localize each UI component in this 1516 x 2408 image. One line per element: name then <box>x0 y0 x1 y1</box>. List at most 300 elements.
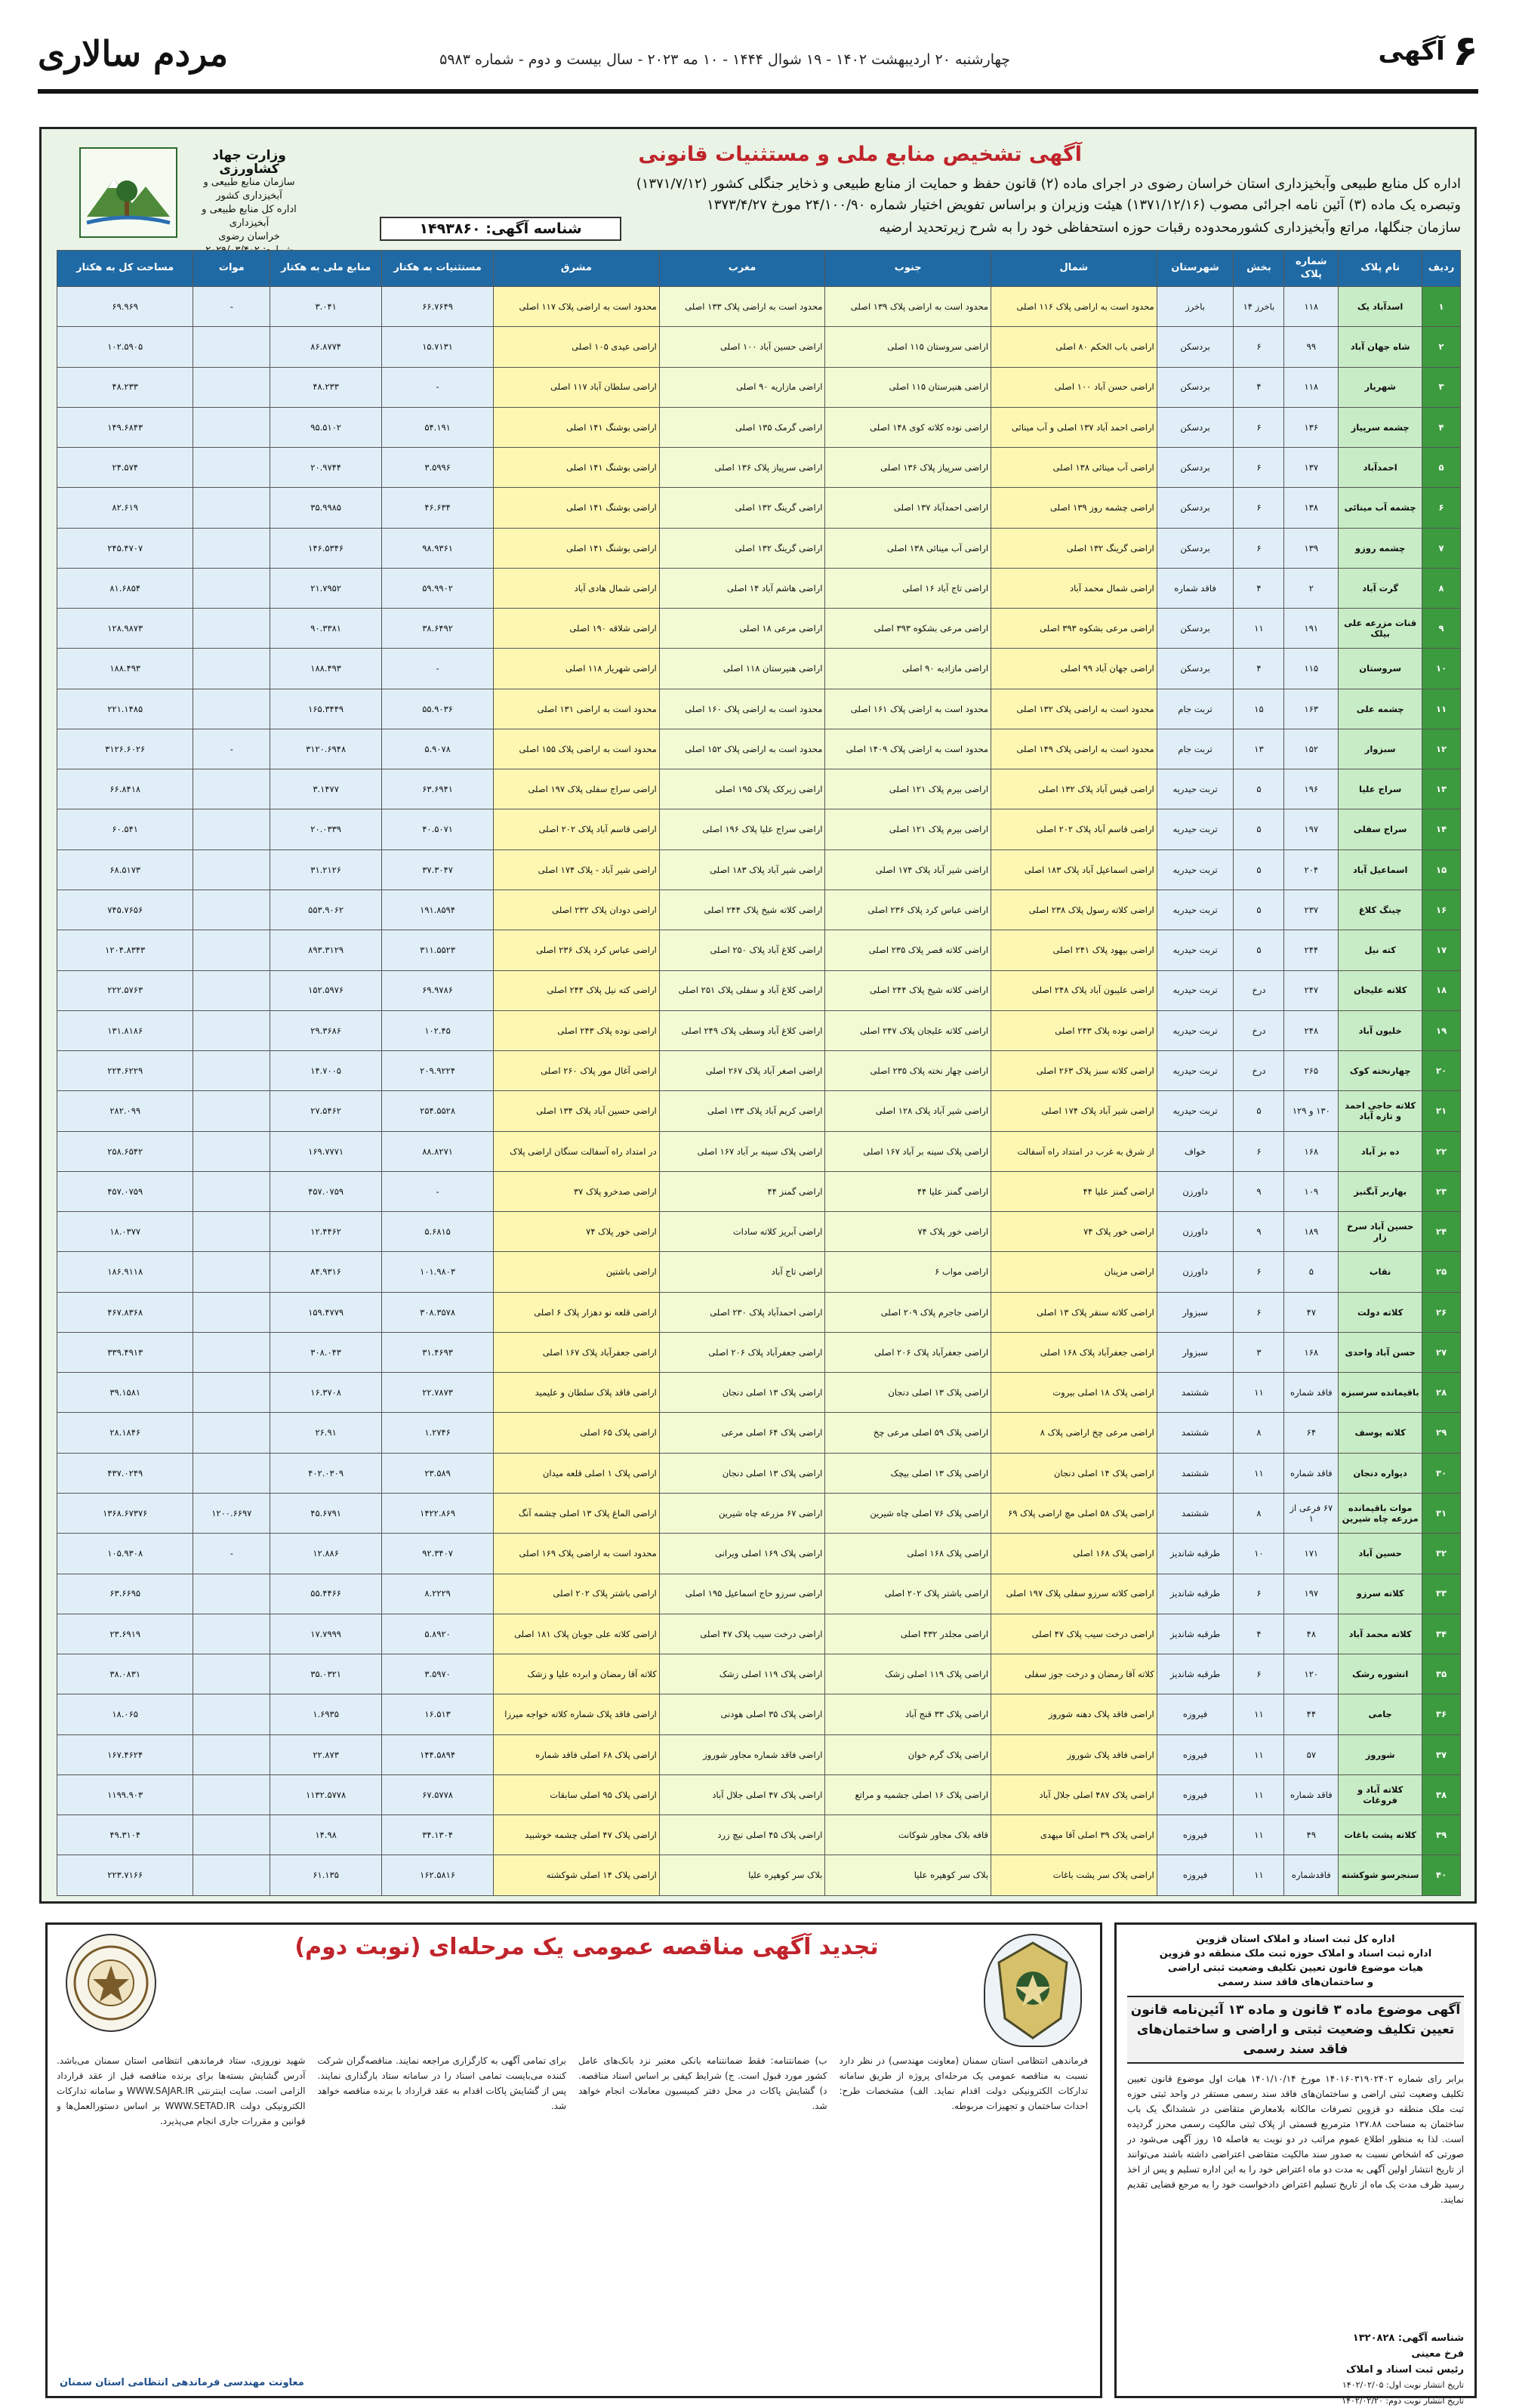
cell-plaque-name: سبزوار <box>1339 729 1422 769</box>
cell-national-resources: ۹۰.۳۳۸۱ <box>270 609 382 649</box>
cell-national-resources: ۴۸.۲۳۳ <box>270 367 382 407</box>
cell-west: اراضی گرینگ ۱۳۲ اصلی <box>659 488 825 528</box>
cell-exemptions: ۳۷.۳۰۴۷ <box>382 849 494 890</box>
cell-exemptions: ۵۴.۱۹۱ <box>382 407 494 447</box>
cell-county: فیروزه <box>1157 1855 1234 1896</box>
cell-index: ۱۳ <box>1422 769 1461 809</box>
cell-county: بردسکن <box>1157 649 1234 689</box>
cell-district: ۱۱ <box>1234 1734 1284 1774</box>
header-south: جنوب <box>825 251 991 287</box>
cell-west: اراضی پلاک ۱۳ اصلی دنجان <box>659 1453 825 1493</box>
cell-index: ۱۶ <box>1422 890 1461 930</box>
cell-mawat <box>193 407 270 447</box>
cell-plaque-number: ۱۱۸ <box>1284 367 1339 407</box>
cell-index: ۲۳ <box>1422 1171 1461 1211</box>
cell-plaque-number: ۱۵۲ <box>1284 729 1339 769</box>
cell-mawat <box>193 568 270 608</box>
cell-county: تربت حیدریه <box>1157 970 1234 1010</box>
cell-district: ۹ <box>1234 1171 1284 1211</box>
cell-south: اراضی بیرم پلاک ۱۲۱ اصلی <box>825 769 991 809</box>
cell-north: محدود است به اراضی پلاک ۱۳۲ اصلی <box>991 689 1157 729</box>
cell-south: اراضی گمنز علیا ۴۴ <box>825 1171 991 1211</box>
cell-north: اراضی کلاته سنقر پلاک ۱۳ اصلی <box>991 1292 1157 1332</box>
cell-north: اراضی درخت سیب پلاک ۴۷ اصلی <box>991 1614 1157 1654</box>
cell-exemptions: ۱۶.۵۱۳ <box>382 1694 494 1734</box>
cell-mawat <box>193 1855 270 1896</box>
tender-ad <box>45 1922 1102 2398</box>
cell-exemptions: ۱۴۲۲.۸۶۹ <box>382 1493 494 1533</box>
cell-west: اراضی آبریز کلاته سادات <box>659 1212 825 1252</box>
registry-ad <box>1114 1922 1477 2406</box>
cell-east: اراضی قاسم آباد پلاک ۲۰۲ اصلی <box>494 809 660 849</box>
cell-exemptions: ۱۰۲.۴۵ <box>382 1010 494 1050</box>
cell-mawat <box>193 1734 270 1774</box>
cell-total-area: ۳۹.۱۵۸۱ <box>57 1373 193 1413</box>
cell-plaque-name: قنات مزرعه علی بیلک <box>1339 609 1422 649</box>
cell-plaque-number: ۱۳۰ و ۱۲۹ <box>1284 1091 1339 1131</box>
cell-index: ۲۵ <box>1422 1252 1461 1292</box>
cell-south: اراضی پلاک گرم خوان <box>825 1734 991 1774</box>
cell-county: باخرز <box>1157 287 1234 327</box>
cell-plaque-name: بهاربر آبگنبز <box>1339 1171 1422 1211</box>
cell-south: اراضی تاج آباد ۱۶ اصلی <box>825 568 991 608</box>
table-row <box>57 1373 1461 1413</box>
registry-head-2: اداره ثبت اسناد و املاک حوزه ثبت ملک منطقه دو قزوین <box>1159 1948 1432 1959</box>
cell-district: ۸ <box>1234 1413 1284 1453</box>
cell-east: اراضی کته نیل پلاک ۲۴۴ اصلی <box>494 970 660 1010</box>
cell-plaque-name: احمدآباد <box>1339 448 1422 488</box>
cell-east: اراضی بوشنگ ۱۴۱ اصلی <box>494 488 660 528</box>
cell-east: در امتداد راه آسفالت سنگان اراضی پلاک <box>494 1131 660 1171</box>
cell-national-resources: ۳۱.۲۱۲۶ <box>270 849 382 890</box>
cell-west: اراضی هاشم آباد ۱۴ اصلی <box>659 568 825 608</box>
cell-index: ۲۴ <box>1422 1212 1461 1252</box>
cell-total-area: ۸۱.۶۸۵۴ <box>57 568 193 608</box>
cell-south: اراضی احمدآباد ۱۳۷ اصلی <box>825 488 991 528</box>
cell-plaque-name: چشمه علی <box>1339 689 1422 729</box>
cell-county: داورزن <box>1157 1252 1234 1292</box>
cell-mawat <box>193 327 270 367</box>
cell-west: بلاک سر کوهپره علیا <box>659 1855 825 1896</box>
table-row <box>57 1051 1461 1091</box>
cell-index: ۳۴ <box>1422 1614 1461 1654</box>
cell-index: ۳۹ <box>1422 1815 1461 1855</box>
cell-south: قافه بلاک مجاور شوکانت <box>825 1815 991 1855</box>
cell-district: ۵ <box>1234 930 1284 970</box>
cell-west: محدود است به اراضی پلاک ۱۵۲ اصلی <box>659 729 825 769</box>
cell-east: اراضی عباس کرد پلاک ۲۳۶ اصلی <box>494 930 660 970</box>
cell-exemptions: ۴۰.۵۰۷۱ <box>382 809 494 849</box>
cell-national-resources: ۹۵.۵۱۰۲ <box>270 407 382 447</box>
cell-district: درخ <box>1234 1010 1284 1050</box>
cell-national-resources: ۱۱۳۲.۵۷۷۸ <box>270 1774 382 1814</box>
cell-index: ۳ <box>1422 367 1461 407</box>
cell-south: اراضی مرعی بشکوه ۳۹۳ اصلی <box>825 609 991 649</box>
cell-south: اراضی کلاته قصر پلاک ۲۳۵ اصلی <box>825 930 991 970</box>
cell-west: اراضی گمنز ۴۴ <box>659 1171 825 1211</box>
cell-total-area: ۶۹.۹۶۹ <box>57 287 193 327</box>
cell-east: اراضی الماغ پلاک ۱۳ اصلی چشمه آنگ <box>494 1493 660 1533</box>
cell-mawat <box>193 649 270 689</box>
cell-plaque-number: ۲۴۴ <box>1284 930 1339 970</box>
cell-plaque-name: کلاته سرزو <box>1339 1574 1422 1614</box>
cell-south: اراضی پلاک ۱۶۸ اصلی <box>825 1534 991 1574</box>
table-row <box>57 1131 1461 1171</box>
registry-signer: فرخ معینی <box>1411 2348 1464 2360</box>
cell-total-area: ۲۸.۱۸۴۶ <box>57 1413 193 1453</box>
cell-south: اراضی عباس کرد پلاک ۲۳۶ اصلی <box>825 890 991 930</box>
cell-index: ۲۷ <box>1422 1332 1461 1372</box>
cell-exemptions: ۲۰۹.۹۲۲۴ <box>382 1051 494 1091</box>
cell-mawat <box>193 930 270 970</box>
cell-plaque-name: چشمه سرپیاز <box>1339 407 1422 447</box>
cell-total-area: ۶۳.۶۶۹۵ <box>57 1574 193 1614</box>
cell-plaque-number: ۱۶۳ <box>1284 689 1339 729</box>
cell-plaque-number: ۶۷ فرعی از ۱ <box>1284 1493 1339 1533</box>
header-plaque-number: شماره پلاک <box>1284 251 1339 287</box>
cell-mawat <box>193 1614 270 1654</box>
cell-county: تربت جام <box>1157 729 1234 769</box>
cell-district: ۱۱ <box>1234 1774 1284 1814</box>
header-index: ردیف <box>1422 251 1461 287</box>
cell-national-resources: ۱۴۶.۵۳۴۶ <box>270 528 382 568</box>
cell-north: اراضی نوده پلاک ۲۴۳ اصلی <box>991 1010 1157 1050</box>
cell-county: ششتمد <box>1157 1493 1234 1533</box>
cell-east: محدود است به اراضی ۱۳۱ اصلی <box>494 689 660 729</box>
cell-district: ۶ <box>1234 327 1284 367</box>
tender-col-2: ب) ضمانتنامه: فقط ضمانتنامه بانکی معتبر نزد بانک‌های عامل کشور مورد قبول است. ج) شرایط کیفی بر اساس اسناد مناقصه. د) گشایش پاکات در محل دفتر کمیسیون معاملات انجام خواهد شد. <box>578 2055 827 2111</box>
cell-county: داورزن <box>1157 1171 1234 1211</box>
cell-exemptions: ۱۶۲.۵۸۱۶ <box>382 1855 494 1896</box>
cell-index: ۱۸ <box>1422 970 1461 1010</box>
cell-north: اراضی احمد آباد ۱۳۷ اصلی و آب مینائی <box>991 407 1157 447</box>
cell-total-area: ۳۱۲۶.۶۰۲۶ <box>57 729 193 769</box>
cell-district: ۱۱ <box>1234 1373 1284 1413</box>
table-row <box>57 1734 1461 1774</box>
ad-title: آگهی تشخیص منابع ملی و مستثنیات قانونی <box>638 143 1082 166</box>
ministry-name: وزارت جهاد کشاورزی <box>212 148 286 177</box>
cell-plaque-number: فاقد شماره <box>1284 1373 1339 1413</box>
cell-plaque-name: شهریار <box>1339 367 1422 407</box>
cell-mawat <box>193 809 270 849</box>
cell-east: اراضی شمال هادی آباد <box>494 568 660 608</box>
cell-plaque-name: ده بز آباد <box>1339 1131 1422 1171</box>
cell-west: اراضی پلاک ۶۴ اصلی مرعی <box>659 1413 825 1453</box>
cell-national-resources: ۳۱۲۰.۶۹۴۸ <box>270 729 382 769</box>
cell-north: اراضی فاقد پلاک دهنه شوروز <box>991 1694 1157 1734</box>
cell-north: کلاته آقا رمضان و درخت جوز سفلی <box>991 1654 1157 1694</box>
cell-west: اراضی جعفرآباد پلاک ۲۰۶ اصلی <box>659 1332 825 1372</box>
registry-head-1: اداره کل ثبت اسناد و املاک استان قزوین <box>1196 1934 1395 1945</box>
header-county: شهرستان <box>1157 251 1234 287</box>
cell-district: ۵ <box>1234 890 1284 930</box>
cell-plaque-name: انشوره رشک <box>1339 1654 1422 1694</box>
cell-west: اراضی کلاغ آباد وسطی پلاک ۲۴۹ اصلی <box>659 1010 825 1050</box>
cell-north: اراضی کلاته رسول پلاک ۲۳۸ اصلی <box>991 890 1157 930</box>
cell-plaque-name: کلاته پشت باغات <box>1339 1815 1422 1855</box>
cell-west: اراضی احمدآباد پلاک ۲۳۰ اصلی <box>659 1292 825 1332</box>
cell-total-area: ۱۲۰۴.۸۳۴۳ <box>57 930 193 970</box>
header-east: مشرق <box>494 251 660 287</box>
cell-south: بلاک سر کوهپره علیا <box>825 1855 991 1896</box>
cell-national-resources: ۱۶۹.۷۷۷۱ <box>270 1131 382 1171</box>
cell-plaque-number: ۱۰۹ <box>1284 1171 1339 1211</box>
cell-county: تربت حیدریه <box>1157 769 1234 809</box>
cell-north: اراضی قیس آباد پلاک ۱۳۲ اصلی <box>991 769 1157 809</box>
cell-east: محدود است به اراضی پلاک ۱۶۹ اصلی <box>494 1534 660 1574</box>
cell-county: تربت حیدریه <box>1157 1091 1234 1131</box>
ad-intro-line-2: وتبصره یک ماده (۳) آئین نامه اجرائی مصوب (۱۳۷۱/۱۲/۱۶) هیئت وزیران و براساس تفویض اختیار شماره ۲۴/۱۰۰/۹۰ مورخ ۱۳۷۳/۴/۲۷ <box>707 197 1461 213</box>
cell-plaque-name: اسماعیل آباد <box>1339 849 1422 890</box>
header-plaque-name: نام پلاک <box>1339 251 1422 287</box>
cell-county: فیروزه <box>1157 1815 1234 1855</box>
cell-exemptions: ۶۳.۶۹۴۱ <box>382 769 494 809</box>
cell-south: اراضی پلاک ۷۶ اصلی چاه شیرین <box>825 1493 991 1533</box>
cell-county: تربت جام <box>1157 689 1234 729</box>
table-row <box>57 1171 1461 1211</box>
cell-exemptions: ۱.۲۷۴۶ <box>382 1413 494 1453</box>
table-row <box>57 1654 1461 1694</box>
cell-district: ۵ <box>1234 769 1284 809</box>
cell-county: تربت حیدریه <box>1157 890 1234 930</box>
table-row <box>57 287 1461 327</box>
cell-east: اراضی عیدی ۱۰۵ اصلی <box>494 327 660 367</box>
cell-plaque-number: ۴۷ <box>1284 1292 1339 1332</box>
cell-district: ۸ <box>1234 1493 1284 1533</box>
cell-east: اراضی شلاقه ۱۹۰ اصلی <box>494 609 660 649</box>
cell-exemptions: - <box>382 367 494 407</box>
cell-district: ۱۱ <box>1234 1855 1284 1896</box>
cell-plaque-number: ۶۴ <box>1284 1413 1339 1453</box>
notice-number: شناسه آگهی: ۱۴۹۳۸۶۰ <box>380 217 621 241</box>
cell-mawat <box>193 970 270 1010</box>
cell-west: اراضی هنیرستان ۱۱۸ اصلی <box>659 649 825 689</box>
cell-exemptions: ۵۹.۹۹۰۲ <box>382 568 494 608</box>
cell-south: اراضی مواب ۶ <box>825 1252 991 1292</box>
cell-north: اراضی باب الحکم ۸۰ اصلی <box>991 327 1157 367</box>
ad-intro-line-1: اداره کل منابع طبیعی وآبخیزداری استان خراسان رضوی در اجرای ماده (۲) قانون حفظ و حمایت از منابع طبیعی و ذخایر جنگلی کشور (۱۳۷۱/۷/۱۲) <box>636 176 1461 192</box>
cell-national-resources: ۲۰.۹۷۴۴ <box>270 448 382 488</box>
cell-north: اراضی کلاته سبز پلاک ۲۶۳ اصلی <box>991 1051 1157 1091</box>
cell-west: اراضی کلاغ آباد و سفلی پلاک ۲۵۱ اصلی <box>659 970 825 1010</box>
cell-plaque-name: چینگ کلاغ <box>1339 890 1422 930</box>
resources-table-wrap <box>57 250 1461 1896</box>
cell-north: اراضی کلاته سرزو سفلی پلاک ۱۹۷ اصلی <box>991 1574 1157 1614</box>
page-badge <box>1378 26 1478 76</box>
cell-exemptions: ۵.۸۹۲۰ <box>382 1614 494 1654</box>
cell-national-resources: ۵۵۳.۹۰۶۲ <box>270 890 382 930</box>
cell-plaque-name: خلیون آباد <box>1339 1010 1422 1050</box>
table-row <box>57 1252 1461 1292</box>
cell-west: اراضی پلاک ۱۳ اصلی دنجان <box>659 1373 825 1413</box>
cell-mawat <box>193 1252 270 1292</box>
cell-north: از شرق به غرب در امتداد راه آسفالت <box>991 1131 1157 1171</box>
cell-total-area: ۲۲۴.۶۲۲۹ <box>57 1051 193 1091</box>
cell-plaque-name: سنجرسو شوکشته <box>1339 1855 1422 1896</box>
cell-total-area: ۲۴۵.۴۷۰۷ <box>57 528 193 568</box>
cell-district: ۶ <box>1234 1131 1284 1171</box>
table-row <box>57 1010 1461 1050</box>
cell-south: اراضی کلاته شیخ پلاک ۲۴۴ اصلی <box>825 970 991 1010</box>
cell-south: اراضی شیر آباد پلاک ۱۷۴ اصلی <box>825 849 991 890</box>
cell-county: بردسکن <box>1157 528 1234 568</box>
cell-total-area: ۲۲۳.۷۱۶۶ <box>57 1855 193 1896</box>
cell-county: بردسکن <box>1157 367 1234 407</box>
cell-total-area: ۲۲۲.۵۷۶۳ <box>57 970 193 1010</box>
page-number: ۶ <box>1452 26 1478 76</box>
cell-south: اراضی چهار نخته پلاک ۲۳۵ اصلی <box>825 1051 991 1091</box>
cell-mawat <box>193 1574 270 1614</box>
table-row <box>57 1574 1461 1614</box>
cell-east: اراضی نوده پلاک ۲۴۳ اصلی <box>494 1010 660 1050</box>
cell-east: اراضی حسین آباد پلاک ۱۳۴ اصلی <box>494 1091 660 1131</box>
cell-plaque-name: کته نیل <box>1339 930 1422 970</box>
cell-east: اراضی باشتین <box>494 1252 660 1292</box>
cell-south: اراضی جعفرآباد پلاک ۲۰۶ اصلی <box>825 1332 991 1372</box>
cell-plaque-name: کلاته آباد و فروغات <box>1339 1774 1422 1814</box>
cell-total-area: ۴۵۷.۰۷۵۹ <box>57 1171 193 1211</box>
tender-col-4: شهید نوروزی، ستاد فرماندهی انتظامی استان سمنان می‌باشد. آدرس گشایش بسته‌ها برای برنده مناقصه قبل از عقد قرارداد الزامی است. سایت اینترنتی WWW.SAJAR.IR و سامانه تدارکات الکترونیکی دولت WWW.SETAD.IR بر اساس دستورالعمل‌ها و قوانین و مقررات جاری انجام می‌پذیرد. <box>57 2055 306 2126</box>
cell-district: ۳ <box>1234 1332 1284 1372</box>
cell-east: اراضی پلاک ۹۵ اصلی سابقات <box>494 1774 660 1814</box>
cell-index: ۳۵ <box>1422 1654 1461 1694</box>
cell-mawat <box>193 1010 270 1050</box>
table-row <box>57 1453 1461 1493</box>
header-total-area: مساحت کل به هکتار <box>57 251 193 287</box>
cell-south: اراضی باشتر پلاک ۲۰۲ اصلی <box>825 1574 991 1614</box>
cell-east: اراضی شهریار ۱۱۸ اصلی <box>494 649 660 689</box>
cell-plaque-number: ۱۳۸ <box>1284 488 1339 528</box>
cell-east: اراضی باشتر پلاک ۲۰۲ اصلی <box>494 1574 660 1614</box>
cell-county: سبزوار <box>1157 1292 1234 1332</box>
cell-total-area: ۱۴۹.۶۸۴۳ <box>57 407 193 447</box>
section-label: آگهی <box>1378 36 1445 66</box>
table-row <box>57 568 1461 608</box>
cell-mawat <box>193 609 270 649</box>
cell-west: اراضی تاج آباد <box>659 1252 825 1292</box>
cell-north: اراضی پلاک ۱۶۸ اصلی <box>991 1534 1157 1574</box>
cell-south: اراضی پلاک ۳۳ قنج آباد <box>825 1694 991 1734</box>
cell-total-area: ۱۰۵.۹۳۰۸ <box>57 1534 193 1574</box>
table-row <box>57 1413 1461 1453</box>
table-row <box>57 849 1461 890</box>
cell-county: تربت حیدریه <box>1157 849 1234 890</box>
cell-national-resources: ۱۵۲.۵۹۷۶ <box>270 970 382 1010</box>
cell-east: اراضی صدخرو پلاک ۳۷ <box>494 1171 660 1211</box>
cell-county: تربت حیدریه <box>1157 1010 1234 1050</box>
table-body <box>57 287 1461 1896</box>
cell-north: محدود است به اراضی پلاک ۱۱۶ اصلی <box>991 287 1157 327</box>
table-row <box>57 729 1461 769</box>
cell-county: تربت حیدریه <box>1157 930 1234 970</box>
table-row <box>57 407 1461 447</box>
cell-county: ششتمد <box>1157 1453 1234 1493</box>
cell-east: اراضی بوشنگ ۱۴۱ اصلی <box>494 448 660 488</box>
cell-plaque-name: چشمه روزو <box>1339 528 1422 568</box>
cell-mawat <box>193 1654 270 1694</box>
registry-date-1: تاریخ انتشار نوبت اول: ۱۴۰۲/۰۲/۰۵ <box>1342 2380 1464 2390</box>
cell-exemptions: ۱۴۴.۵۸۹۴ <box>382 1734 494 1774</box>
registry-date-2: تاریخ انتشار نوبت دوم: ۱۴۰۲/۰۲/۲۰ <box>1342 2396 1464 2406</box>
cell-mawat <box>193 448 270 488</box>
cell-total-area: ۱۲۸.۹۸۷۳ <box>57 609 193 649</box>
tender-col-3: برای تمامی آگهی به کارگزاری مراجعه نمایند. مناقصه‌گران شرکت کننده می‌بایست تمامی اسناد را در سامانه ستاد بارگذاری نمایند. پس از گشایش پاکات اقدام به عقد قرارداد با برنده مناقصه خواهد شد. <box>317 2055 566 2111</box>
cell-exemptions: ۳.۵۹۹۶ <box>382 448 494 488</box>
cell-national-resources: ۱۸۸.۴۹۳ <box>270 649 382 689</box>
cell-mawat <box>193 1815 270 1855</box>
cell-index: ۳۱ <box>1422 1493 1461 1533</box>
cell-mawat <box>193 1413 270 1453</box>
cell-index: ۶ <box>1422 488 1461 528</box>
cell-index: ۲۸ <box>1422 1373 1461 1413</box>
cell-west: اراضی سرپیاز پلاک ۱۳۶ اصلی <box>659 448 825 488</box>
cell-total-area: ۳۳۹.۴۹۱۳ <box>57 1332 193 1372</box>
cell-plaque-number: ۱۶۸ <box>1284 1131 1339 1171</box>
cell-national-resources: ۱۲.۸۸۶ <box>270 1534 382 1574</box>
cell-county: طرقبه شاندیز <box>1157 1614 1234 1654</box>
cell-index: ۱۴ <box>1422 809 1461 849</box>
cell-north: اراضی پلاک ۳۹ اصلی آقا میهدی <box>991 1815 1157 1855</box>
cell-plaque-name: حسین آباد <box>1339 1534 1422 1574</box>
cell-national-resources: ۲۰.۰۳۳۹ <box>270 809 382 849</box>
cell-north: اراضی مزینان <box>991 1252 1157 1292</box>
cell-south: اراضی پلاک سینه بر آباد ۱۶۷ اصلی <box>825 1131 991 1171</box>
cell-plaque-number: فاقدشماره <box>1284 1855 1339 1896</box>
tender-signature: معاونت مهندسی فرماندهی انتظامی استان سمنان <box>60 2377 304 2388</box>
cell-south: اراضی هنیرستان ۱۱۵ اصلی <box>825 367 991 407</box>
ministry-sub-2: اداره کل منابع طبیعی و آبخیزداری <box>202 204 297 229</box>
cell-north: اراضی شمال محمد آباد <box>991 568 1157 608</box>
cell-national-resources: ۱۴.۹۸ <box>270 1815 382 1855</box>
cell-mawat <box>193 689 270 729</box>
cell-plaque-number: ۱۹۷ <box>1284 809 1339 849</box>
cell-county: خواف <box>1157 1131 1234 1171</box>
table-row <box>57 448 1461 488</box>
cell-mawat <box>193 849 270 890</box>
table-row <box>57 1212 1461 1252</box>
cell-plaque-name: حسین آباد سرخ زار <box>1339 1212 1422 1252</box>
table-row <box>57 327 1461 367</box>
cell-county: بردسکن <box>1157 327 1234 367</box>
cell-district: ۱۳ <box>1234 729 1284 769</box>
cell-district: ۱۰ <box>1234 1534 1284 1574</box>
cell-plaque-number: ۴۸ <box>1284 1614 1339 1654</box>
cell-exemptions: ۳۰۸.۳۵۷۸ <box>382 1292 494 1332</box>
cell-east: اراضی خور پلاک ۷۴ <box>494 1212 660 1252</box>
cell-district: ۶ <box>1234 448 1284 488</box>
cell-west: اراضی ۶۷ مزرعه چاه شیرین <box>659 1493 825 1533</box>
cell-plaque-number: ۱۳۶ <box>1284 407 1339 447</box>
cell-plaque-name: موات باقیمانده مزرعه چاه شیرین <box>1339 1493 1422 1533</box>
cell-north: اراضی مرعی بشکوه ۳۹۳ اصلی <box>991 609 1157 649</box>
cell-national-resources: ۴۰۲.۰۳۰۹ <box>270 1453 382 1493</box>
registry-signature <box>1127 2348 1464 2360</box>
cell-east: اراضی بوشنگ ۱۴۱ اصلی <box>494 528 660 568</box>
ministry-sub-1: سازمان منابع طبیعی و آبخیزداری کشور <box>203 177 295 202</box>
cell-plaque-number: ۱۹۷ <box>1284 1574 1339 1614</box>
cell-exemptions: ۳۴.۱۳۰۴ <box>382 1815 494 1855</box>
cell-west: اراضی اصغر آباد پلاک ۲۶۷ اصلی <box>659 1051 825 1091</box>
registry-head-4: و ساختمان‌های فاقد سند رسمی <box>1217 1977 1374 1988</box>
cell-plaque-number: فاقد شماره <box>1284 1774 1339 1814</box>
cell-index: ۲۱ <box>1422 1091 1461 1131</box>
cell-south: اراضی پلاک ۱۳ اصلی بیچک <box>825 1453 991 1493</box>
cell-exemptions: ۹۸.۹۳۶۱ <box>382 528 494 568</box>
cell-east: اراضی پلاک ۱۴ اصلی شوکشته <box>494 1855 660 1896</box>
cell-district: ۴ <box>1234 568 1284 608</box>
cell-index: ۱۷ <box>1422 930 1461 970</box>
table-row <box>57 890 1461 930</box>
